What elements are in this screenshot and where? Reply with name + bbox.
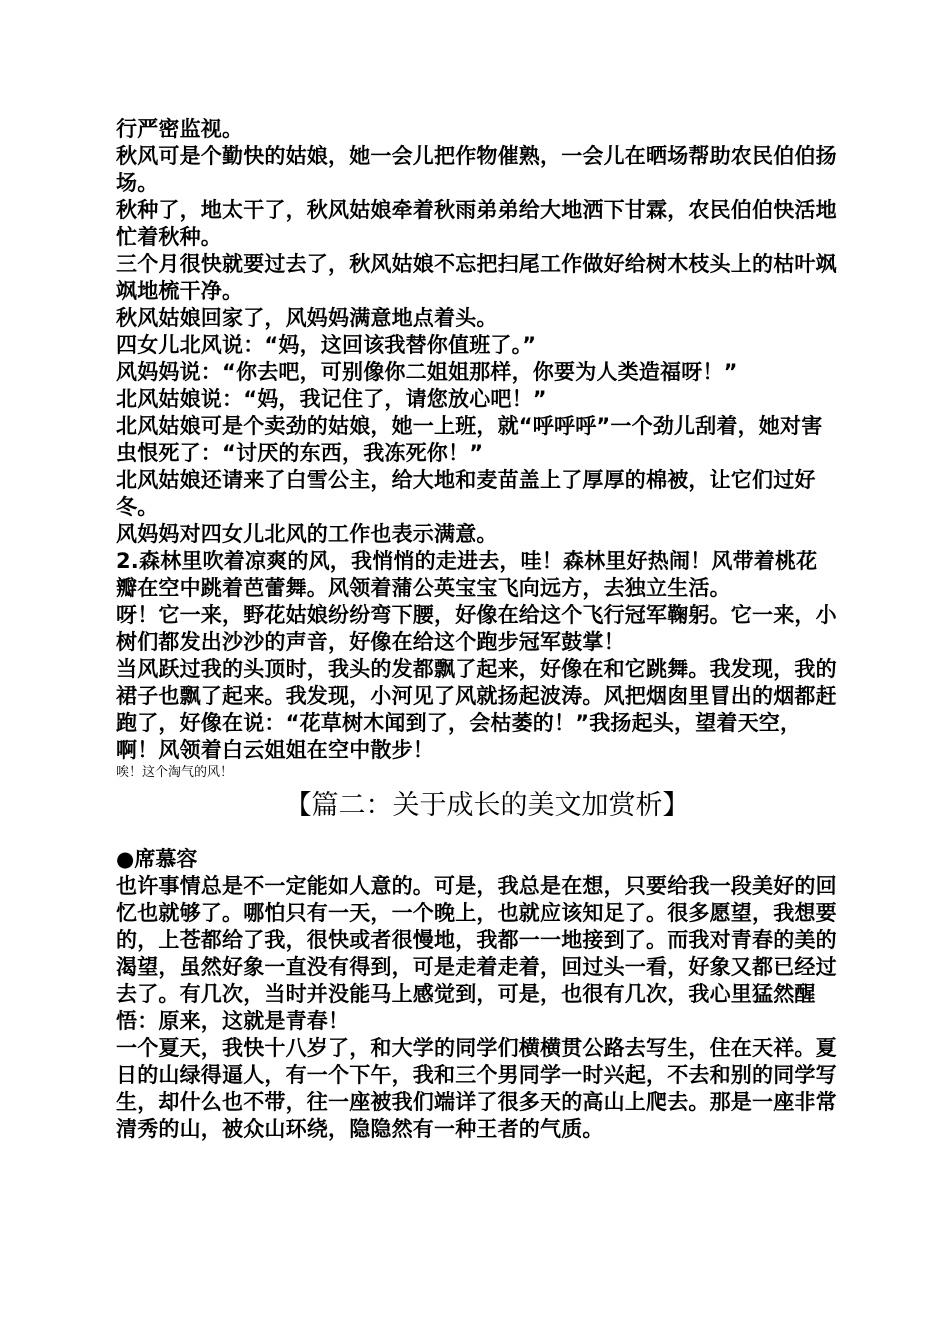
paragraph: 秋风姑娘回家了，风妈妈满意地点着头。 [116,306,498,330]
paragraph: 呀！它一来，野花姑娘纷纷弯下腰，好像在给这个飞行冠军鞠躬。它一来，小树们都发出沙沙的声音，好像在给这个跑步冠军鼓掌！ [116,603,837,654]
paragraph: 风妈妈对四女儿北风的工作也表示满意。 [116,522,498,546]
paragraph: 也许事情总是不一定能如人意的。可是，我总是在想，只要给我一段美好的回忆也就够了。哪怕只有一天，一个晚上，也就应该知足了。很多愿望，我想要的，上苍都给了我，很快或者很慢地，我都一一地接到了。而我对青春的美的渴望，虽然好象一直没有得到，可是走着走着，回过头一看，好象又都已经过去了。有几次，当时并没能马上感觉到，可是，也很有几次，我心里猛然醒悟：原来，这就是青春！ [116,874,837,1033]
paragraph: 三个月很快就要过去了，秋风姑娘不忘把扫尾工作做好给树木枝头上的枯叶飒飒地梳干净。 [116,252,837,303]
author-name: ●席慕容 [116,847,198,871]
paragraph: 北风姑娘还请来了白雪公主，给大地和麦苗盖上了厚厚的棉被，让它们过好冬。 [116,468,816,519]
document-page [116,116,838,1143]
paragraph: 北风姑娘可是个卖劲的姑娘，她一上班，就“呼呼呼”一个劲儿刮着，她对害虫恨死了：“讨厌的东西，我冻死你！” [116,414,823,465]
paragraph: 四女儿北风说：“妈，这回该我替你值班了。” [116,333,537,357]
paragraph: 行严密监视。 [116,117,244,141]
paragraph: 当风跃过我的头顶时，我头的发都飘了起来，好像在和它跳舞。我发现，我的裙子也飘了起来。我发现，小河见了风就扬起波涛。风把烟囱里冒出的烟都赶跑了，好像在说：“花草树木闻到了，会枯萎的！”我扬起头，望着天空，啊！风领着白云姐姐在空中散步！ [116,657,837,762]
paragraph: 2.森林里吹着凉爽的风，我悄悄的走进去，哇！森林里好热闹！风带着桃花瓣在空中跳着芭蕾舞。风领着蒲公英宝宝飞向远方，去独立生活。 [116,549,818,600]
paragraph: 风妈妈说：“你去吧，可别像你二姐姐那样，你要为人类造福呀！” [116,360,738,384]
paragraph: 北风姑娘说：“妈，我记住了，请您放心吧！” [116,387,547,411]
paragraph: 秋风可是个勤快的姑娘，她一会儿把作物催熟，一会儿在晒场帮助农民伯伯扬场。 [116,144,837,195]
small-note: 唉！这个淘气的风！ [116,765,234,780]
paragraph: 秋种了，地太干了，秋风姑娘牵着秋雨弟弟给大地洒下甘霖，农民伯伯快活地忙着秋种。 [116,198,837,249]
section-title: 【篇二：关于成长的美文加赏析】 [284,790,690,821]
paragraph: 一个夏天，我快十八岁了，和大学的同学们横横贯公路去写生，住在天祥。夏日的山绿得逼人，有一个下午，我和三个男同学一时兴起，不去和别的同学写生，却什么也不带，往一座被我们端详了很多天的高山上爬去。那是一座非常清秀的山，被众山环绕，隐隐然有一种王者的气质。 [116,1036,837,1141]
